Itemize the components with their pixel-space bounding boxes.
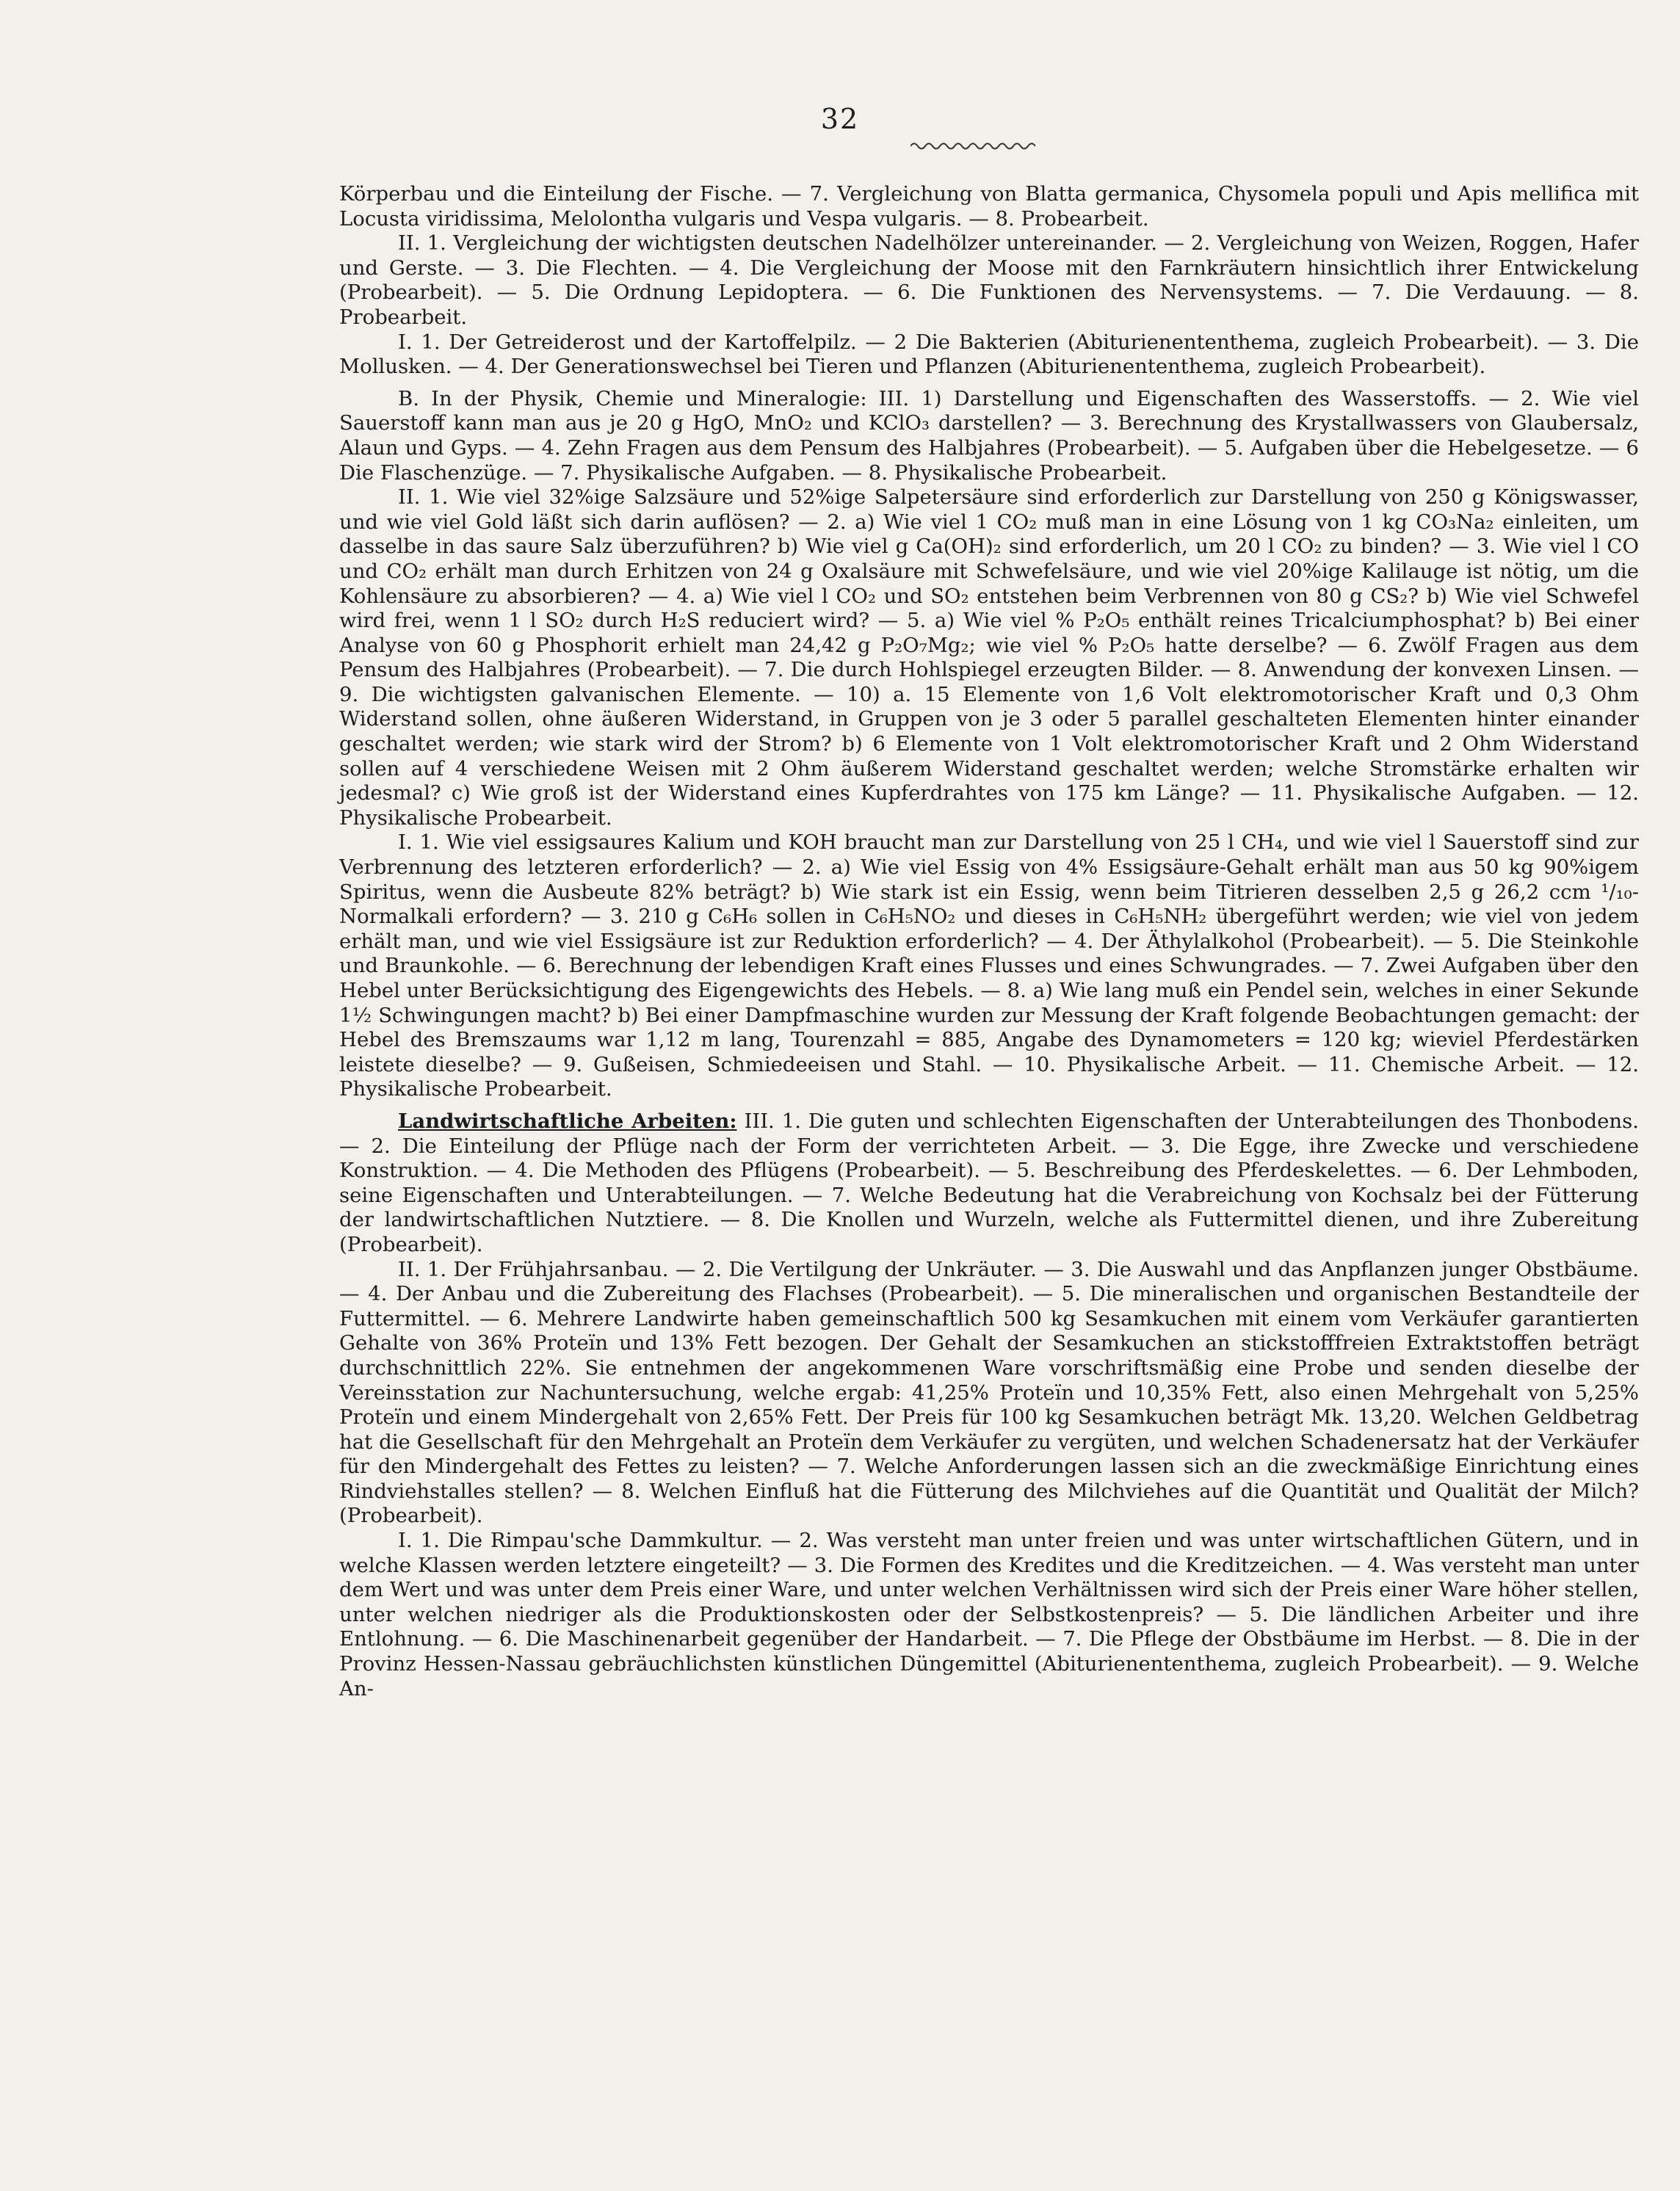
paragraph: I. 1. Wie viel essigsaures Kalium und KOH braucht man zur Darstellung von 25 l CH₄, und wie viel l Sauerstoff sind zur Verbrennung des letzteren erforderlich? — 2. a) Wie viel Essig von 4% Essigsäure-Gehalt erhält man aus 50 kg 90%igem Spiritus, wenn die Ausbeute 82% beträgt? b) Wie stark ist ein Essig, wenn beim Titrieren desselben 2,5 g 26,2 ccm ¹/₁₀-Normalkali erfordern? — 3. 210 g C₆H₆ sollen in C₆H₅NO₂ und dieses in C₆H₅NH₂ übergeführt werden; wie viel von jedem erhält man, und wie viel Essigsäure ist zur Reduktion erforderlich? — 4. Der Äthylalkohol (Probearbeit). — 5. Die Steinkohle und Braunkohle. — 6. Berechnung der lebendigen Kraft eines Flusses und eines Schwungrades. — 7. Zwei Aufgaben über den Hebel unter Berücksichtigung des Eigengewichts des Hebels. — 8. a) Wie lang muß ein Pendel sein, welches in einer Sekunde 1½ Schwingungen macht? b) Bei einer Dampfmaschine wurden zur Messung der Kraft folgende Beobachtungen gemacht: der Hebel des Bremszaums war 1,12 m lang, Tourenzahl = 885, Angabe des Dynamometers = 120 kg; wieviel Pferdestärken leistete dieselbe? — 9. Gußeisen, Schmiedeeisen und Stahl. — 10. Physikalische Arbeit. — 11. Chemische Arbeit. — 12. Physikalische Probearbeit.	[339, 830, 1639, 1101]
paragraph: B. In der Physik, Chemie und Mineralogie: III. 1) Darstellung und Eigenschaften des Wasserstoffs. — 2. Wie viel Sauerstoff kann man aus je 20 g HgO, MnO₂ und KClO₃ darstellen? — 3. Berechnung des Krystallwassers von Glaubersalz, Alaun und Gyps. — 4. Zehn Fragen aus dem Pensum des Halbjahres (Probearbeit). — 5. Aufgaben über die Hebelgesetze. — 6 Die Flaschenzüge. — 7. Physikalische Aufgaben. — 8. Physikalische Probearbeit.	[339, 386, 1639, 485]
wavy-ornament-icon	[910, 140, 1035, 153]
paragraph: I. 1. Die Rimpau'sche Dammkultur. — 2. Was versteht man unter freien und was unter wirtschaftlichen Gütern, und in welche Klassen werden letztere eingeteilt? — 3. Die Formen des Kredites und die Kreditzeichen. — 4. Was versteht man unter dem Wert und was unter dem Preis einer Ware, und unter welchen Verhältnissen wird sich der Preis einer Ware höher stellen, unter welchen niedriger als die Produktionskosten oder der Selbstkostenpreis? — 5. Die ländlichen Arbeiter und ihre Entlohnung. — 6. Die Maschinenarbeit gegenüber der Handarbeit. — 7. Die Pflege der Obstbäume im Herbst. — 8. Die in der Provinz Hessen-Nassau gebräuchlichsten künstlichen Düngemittel (Abiturienententhema, zugleich Probearbeit). — 9. Welche An-	[339, 1529, 1639, 1701]
section-heading: Landwirtschaftliche Arbeiten:	[398, 1109, 737, 1133]
paragraph: Landwirtschaftliche Arbeiten: III. 1. Die guten und schlechten Eigenschaften der Unterabteilungen des Thonbodens. — 2. Die Einteilung der Pflüge nach der Form der verrichteten Arbeit. — 3. Die Egge, ihre Zwecke und verschiedene Konstruktion. — 4. Die Methoden des Pflügens (Probearbeit). — 5. Beschreibung des Pferdeskelettes. — 6. Der Lehmboden, seine Eigenschaften und Unterabteilungen. — 7. Welche Bedeutung hat die Verabreichung von Kochsalz bei der Fütterung der landwirtschaftlichen Nutztiere. — 8. Die Knollen und Wurzeln, welche als Futtermittel dienen, und ihre Zubereitung (Probearbeit).	[339, 1109, 1639, 1256]
page-number: 32	[820, 103, 860, 135]
page-body	[339, 182, 1639, 1701]
paragraph: Körperbau und die Einteilung der Fische. — 7. Vergleichung von Blatta germanica, Chysomela populi und Apis mellifica mit Locusta viridissima, Melolontha vulgaris und Vespa vulgaris. — 8. Probearbeit.	[339, 182, 1639, 231]
paragraph: I. 1. Der Getreiderost und der Kartoffelpilz. — 2 Die Bakterien (Abiturienententhema, zugleich Probearbeit). — 3. Die Mollusken. — 4. Der Generationswechsel bei Tieren und Pflanzen (Abiturienententhema, zugleich Probearbeit).	[339, 330, 1639, 379]
paragraph: II. 1. Wie viel 32%ige Salzsäure und 52%ige Salpetersäure sind erforderlich zur Darstellung von 250 g Königswasser, und wie viel Gold läßt sich darin auflösen? — 2. a) Wie viel 1 CO₂ muß man in eine Lösung von 1 kg CO₃Na₂ einleiten, um dasselbe in das saure Salz überzuführen? b) Wie viel g Ca(OH)₂ sind erforderlich, um 20 l CO₂ zu binden? — 3. Wie viel l CO und CO₂ erhält man durch Erhitzen von 24 g Oxalsäure mit Schwefelsäure, und wie viel 20%ige Kalilauge ist nötig, um die Kohlensäure zu absorbieren? — 4. a) Wie viel l CO₂ und SO₂ entstehen beim Verbrennen von 80 g CS₂? b) Wie viel Schwefel wird frei, wenn 1 l SO₂ durch H₂S reduciert wird? — 5. a) Wie viel % P₂O₅ enthält reines Tricalciumphosphat? b) Bei einer Analyse von 60 g Phosphorit erhielt man 24,42 g P₂O₇Mg₂; wie viel % P₂O₅ hatte derselbe? — 6. Zwölf Fragen aus dem Pensum des Halbjahres (Probearbeit). — 7. Die durch Hohlspiegel erzeugten Bilder. — 8. Anwendung der konvexen Linsen. — 9. Die wichtigsten galvanischen Elemente. — 10) a. 15 Elemente von 1,6 Volt elektromotorischer Kraft und 0,3 Ohm Widerstand sollen, ohne äußeren Widerstand, in Gruppen von je 3 oder 5 parallel geschalteten Elementen hinter einander geschaltet werden; wie stark wird der Strom? b) 6 Elemente von 1 Volt elektromotorischer Kraft und 2 Ohm Widerstand sollen auf 4 verschiedene Weisen mit 2 Ohm äußerem Widerstand geschaltet werden; welche Stromstärke erhalten wir jedesmal? c) Wie groß ist der Widerstand eines Kupferdrahtes von 175 km Länge? — 11. Physikalische Aufgaben. — 12. Physikalische Probearbeit.	[339, 485, 1639, 830]
paragraph: II. 1. Der Frühjahrsanbau. — 2. Die Vertilgung der Unkräuter. — 3. Die Auswahl und das Anpflanzen junger Obstbäume. — 4. Der Anbau und die Zubereitung des Flachses (Probearbeit). — 5. Die mineralischen und organischen Bestandteile der Futtermittel. — 6. Mehrere Landwirte haben gemeinschaftlich 500 kg Sesamkuchen mit einem vom Verkäufer garantierten Gehalte von 36% Proteïn und 13% Fett bezogen. Der Gehalt der Sesamkuchen an stickstofffreien Extraktstoffen beträgt durchschnittlich 22%. Sie entnehmen der angekommenen Ware vorschriftsmäßig eine Probe und senden dieselbe der Vereinsstation zur Nachuntersuchung, welche ergab: 41,25% Proteïn und 10,35% Fett, also einen Mehrgehalt von 5,25% Proteïn und einem Mindergehalt von 2,65% Fett. Der Preis für 100 kg Sesamkuchen beträgt Mk. 13,20. Welchen Geldbetrag hat die Gesellschaft für den Mehrgehalt an Proteïn dem Verkäufer zu vergüten, und welchen Schadenersatz hat der Verkäufer für den Mindergehalt des Fettes zu leisten? — 7. Welche Anforderungen lassen sich an die zweckmäßige Einrichtung eines Rindviehstalles stellen? — 8. Welchen Einfluß hat die Fütterung des Milchviehes auf die Quantität und Qualität der Milch? (Probearbeit).	[339, 1257, 1639, 1528]
paragraph: II. 1. Vergleichung der wichtigsten deutschen Nadelhölzer untereinander. — 2. Vergleichung von Weizen, Roggen, Hafer und Gerste. — 3. Die Flechten. — 4. Die Vergleichung der Moose mit den Farnkräutern hinsichtlich ihrer Entwickelung (Probearbeit). — 5. Die Ordnung Lepidoptera. — 6. Die Funktionen des Nervensystems. — 7. Die Verdauung. — 8. Probearbeit.	[339, 231, 1639, 329]
